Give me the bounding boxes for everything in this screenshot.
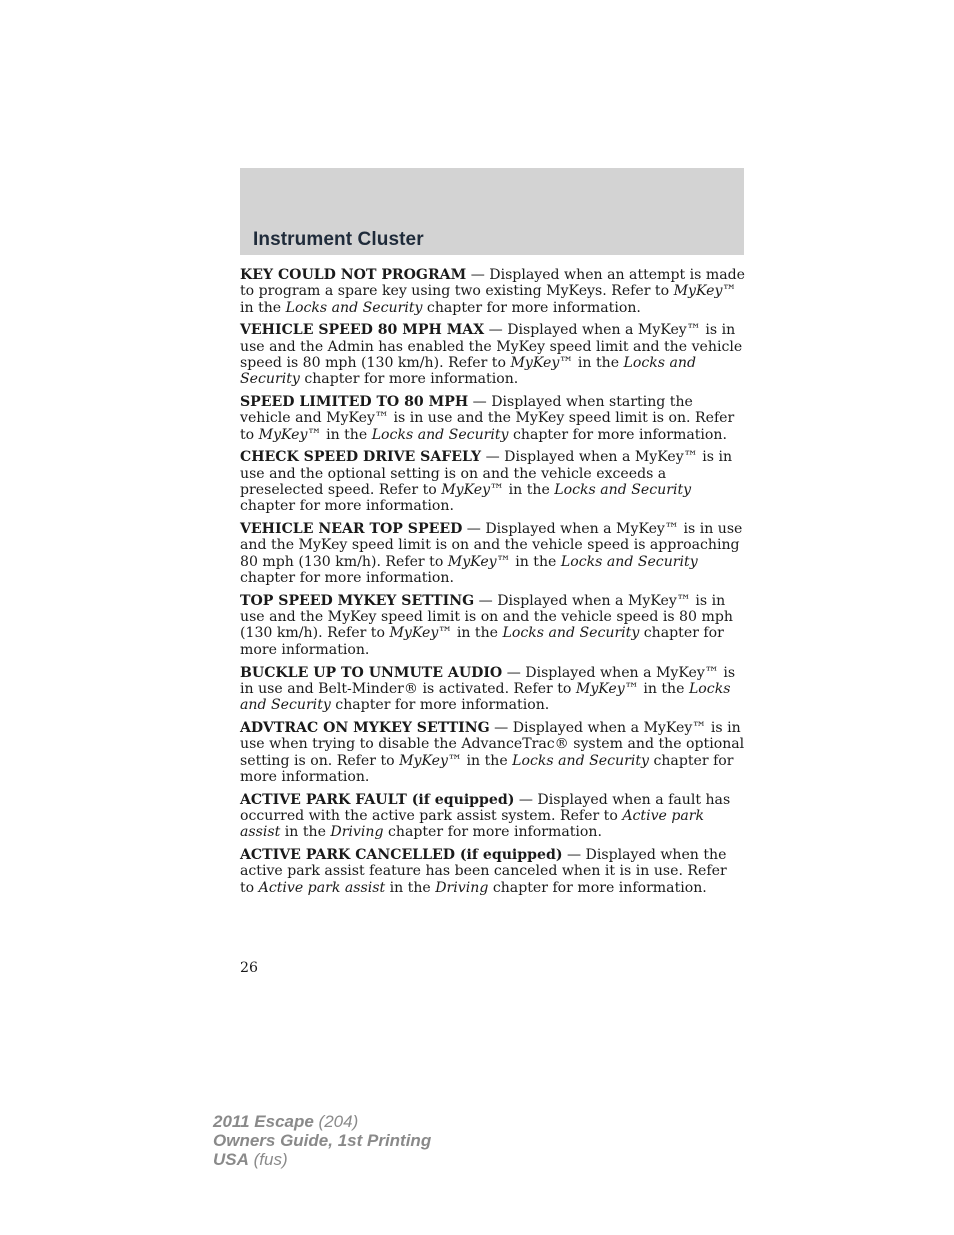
cross-reference: MyKey™	[447, 553, 511, 570]
message-description: in the	[462, 752, 513, 769]
message-description: — Displayed when a MyKey™ is in use and the MyKey speed limit is on and the vehicle speed is 80 mph (130 km/h). Refer to	[240, 592, 733, 642]
cross-reference: Active park assist	[240, 807, 705, 841]
footer-line-market	[213, 1150, 431, 1169]
message-description: — Displayed when an attempt is made to program a spare key using two existing MyKeys. Refer to	[240, 267, 745, 300]
cross-reference: Locks and Security	[502, 625, 640, 642]
cross-reference: MyKey™	[441, 482, 505, 499]
message-description: — Displayed when a MyKey™ is in use and the MyKey speed limit is on and the vehicle speed is approaching 80 mph (130 km/h). Refer to	[240, 521, 743, 570]
cross-reference: MyKey™	[673, 283, 737, 300]
cross-reference: Locks and Security	[512, 752, 649, 769]
message-description: in the	[452, 625, 503, 642]
message-description: — Displayed when starting the vehicle and MyKey™ is in use and the MyKey speed limit is on. Refer to	[240, 394, 735, 443]
footer-model-name: 2011 Escape	[213, 1112, 314, 1131]
message-description: in the	[280, 824, 331, 841]
message-term: VEHICLE SPEED 80 MPH MAX	[240, 322, 485, 339]
message-entry	[240, 792, 745, 841]
message-description: — Displayed when a MyKey™ is in use and the optional setting is on and the vehicle exceeds a preselected speed. Refer to	[240, 449, 733, 499]
message-description: — Displayed when a MyKey™ is in use and Belt-Minder® is activated. Refer to	[240, 664, 736, 697]
chapter-header-band	[240, 168, 744, 255]
cross-reference: Locks and Security	[240, 354, 697, 388]
message-entry	[240, 521, 745, 586]
message-description: in the	[510, 553, 561, 570]
cross-reference: MyKey™	[399, 752, 463, 769]
message-description: chapter for more information.	[240, 625, 724, 658]
message-entry	[240, 322, 745, 387]
footer-model-code: (204)	[313, 1112, 359, 1131]
message-term: TOP SPEED MYKEY SETTING	[240, 592, 475, 609]
message-term: CHECK SPEED DRIVE SAFELY	[240, 449, 482, 466]
cross-reference: Driving	[330, 824, 384, 841]
cross-reference: Locks and Security	[240, 680, 731, 714]
message-description: — Displayed when a fault has occurred with the active park assist system. Refer to	[240, 791, 731, 824]
print-footer	[213, 1112, 431, 1169]
cross-reference: MyKey™	[389, 625, 453, 642]
cross-reference: MyKey™	[575, 680, 639, 697]
message-entry	[240, 847, 745, 896]
message-description: in the	[321, 426, 372, 443]
message-term: VEHICLE NEAR TOP SPEED	[240, 521, 463, 538]
message-description: in the	[573, 354, 624, 371]
message-description: chapter for more information.	[240, 752, 734, 785]
message-description: chapter for more information.	[508, 426, 727, 443]
message-description: — Displayed when a MyKey™ is in use and the Admin has enabled the MyKey speed limit and the vehicle speed is 80 mph (130 km/h). Refer to	[240, 322, 743, 371]
message-description: — Displayed when the active park assist feature has been canceled when it is in use. Refer to	[240, 847, 727, 896]
message-description: in the	[504, 482, 555, 499]
message-description: chapter for more information.	[383, 824, 602, 841]
message-term: SPEED LIMITED TO 80 MPH	[240, 394, 469, 411]
message-description: chapter for more information.	[488, 879, 707, 896]
message-description: — Displayed when a MyKey™ is in use when trying to disable the AdvanceTrac® system and the optional setting is on. Refer to	[240, 719, 745, 769]
message-description: chapter for more information.	[240, 570, 454, 587]
message-description: chapter for more information.	[422, 299, 641, 316]
footer-market: USA	[213, 1150, 249, 1169]
page-number: 26	[240, 960, 258, 976]
message-entry	[240, 593, 745, 658]
cross-reference: Locks and Security	[560, 553, 698, 570]
footer-market-code: (fus)	[248, 1150, 288, 1169]
message-description: in the	[385, 879, 436, 896]
chapter-title: Instrument Cluster	[253, 229, 424, 250]
cross-reference: Driving	[435, 879, 489, 896]
message-description: in the	[240, 299, 286, 316]
message-list	[240, 267, 745, 902]
cross-reference: MyKey™	[510, 354, 574, 371]
cross-reference: Locks and Security	[554, 482, 692, 499]
message-description: chapter for more information.	[299, 371, 519, 388]
message-term: ACTIVE PARK CANCELLED (if equipped)	[240, 847, 563, 863]
message-entry	[240, 665, 745, 714]
cross-reference: Active park assist	[258, 879, 386, 896]
message-description: chapter for more information.	[240, 498, 454, 515]
message-description: chapter for more information.	[330, 697, 550, 714]
message-term: ACTIVE PARK FAULT (if equipped)	[240, 791, 515, 808]
cross-reference: Locks and Security	[371, 426, 509, 443]
message-entry	[240, 449, 745, 514]
message-term: KEY COULD NOT PROGRAM	[240, 267, 467, 283]
message-description: in the	[638, 680, 689, 697]
footer-guide-name: Owners Guide, 1st Printing	[213, 1131, 432, 1150]
message-entry	[240, 720, 745, 785]
message-term: ADVTRAC ON MYKEY SETTING	[240, 719, 490, 736]
message-term: BUCKLE UP TO UNMUTE AUDIO	[240, 664, 503, 681]
cross-reference: MyKey™	[258, 426, 322, 443]
message-entry	[240, 267, 745, 316]
message-entry	[240, 394, 745, 443]
footer-line-guide	[213, 1131, 431, 1150]
footer-line-model	[213, 1112, 431, 1131]
cross-reference: Locks and Security	[285, 299, 423, 316]
